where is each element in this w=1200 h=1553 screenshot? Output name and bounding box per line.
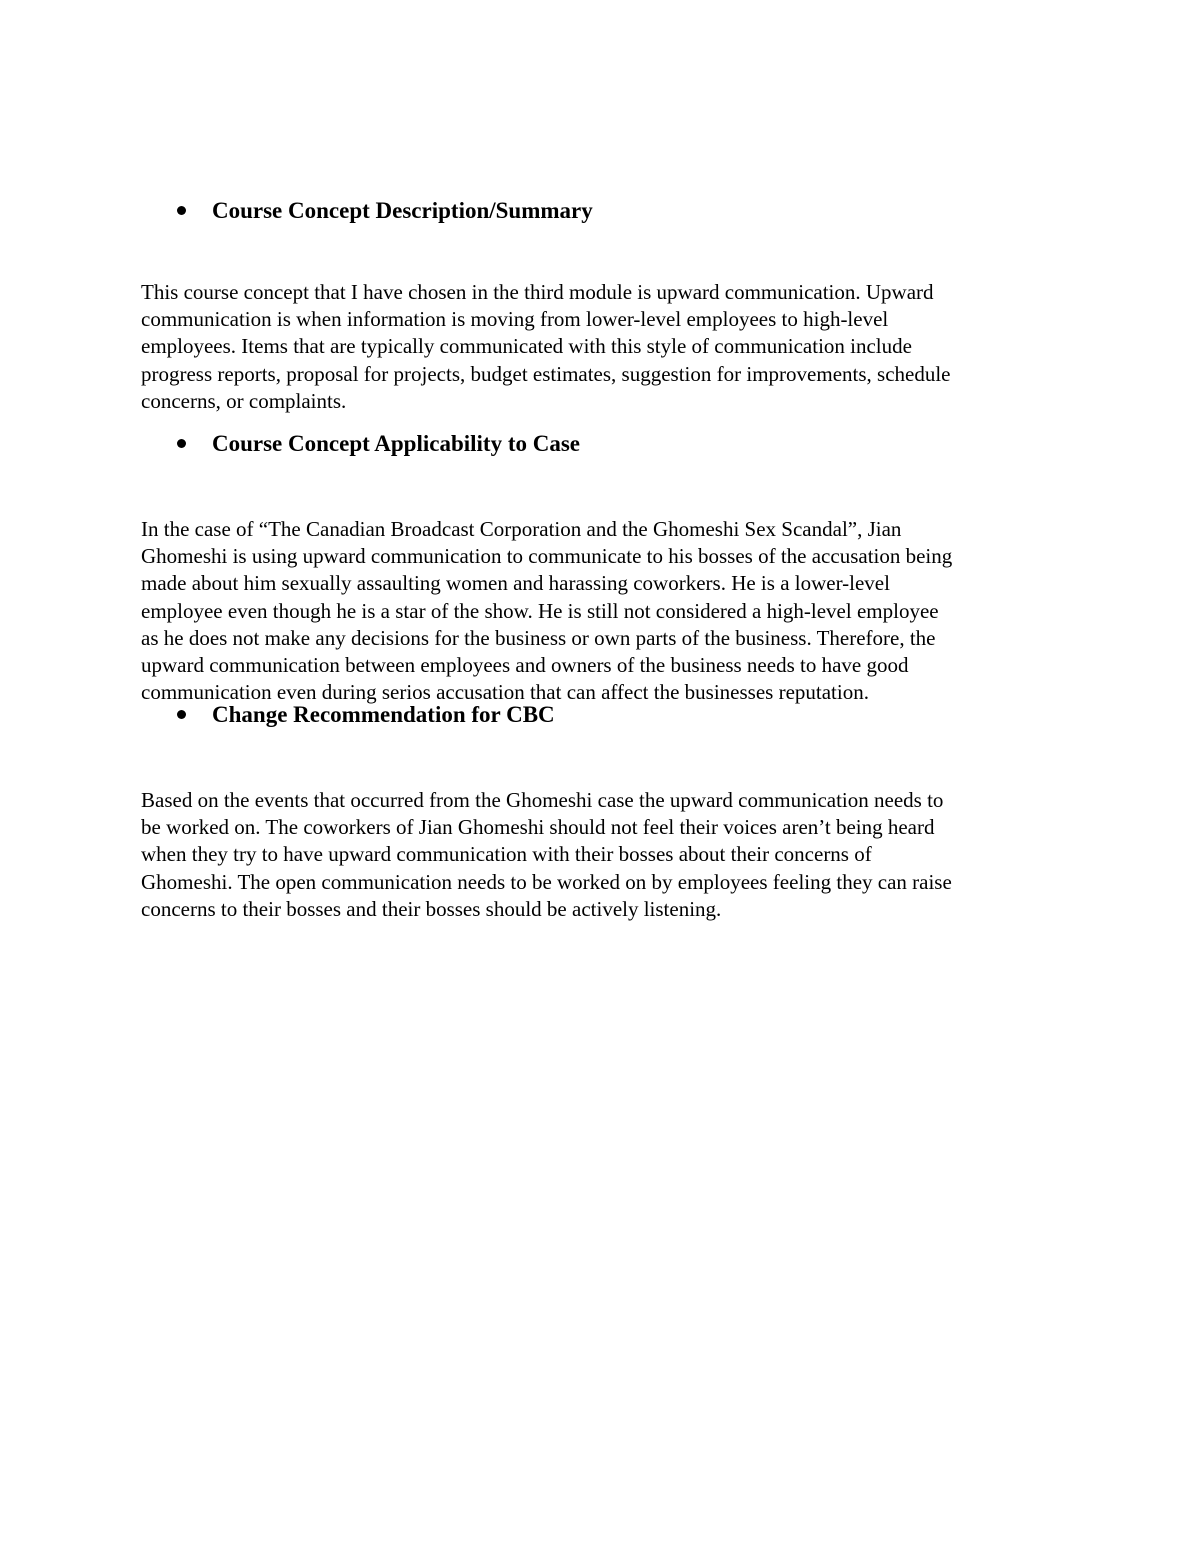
paragraph-line: employee even though he is a star of the show. He is still not considered a high-level employee xyxy=(141,598,939,623)
paragraph-line: concerns to their bosses and their bosses should be actively listening. xyxy=(141,896,722,921)
section-heading xyxy=(141,697,1071,733)
section-heading xyxy=(141,193,1071,229)
paragraph-line: In the case of “The Canadian Broadcast Corporation and the Ghomeshi Sex Scandal”, Jian xyxy=(141,517,902,541)
section-paragraph xyxy=(141,787,1071,923)
section-change-recommendation xyxy=(141,697,1071,923)
paragraph-line: communication is when information is moving from lower-level employees to high-level xyxy=(141,307,889,332)
heading-text: Change Recommendation for CBC xyxy=(212,702,555,727)
bullet-icon xyxy=(177,710,186,719)
paragraph-line: communication even during serios accusation that can affect the businesses reputation. xyxy=(141,680,869,705)
paragraph-line: This course concept that I have chosen in the third module is upward communication. Upward xyxy=(141,280,934,304)
paragraph-line: employees. Items that are typically communicated with this style of communication include xyxy=(141,334,912,359)
paragraph-line: Ghomeshi is using upward communication to communicate to his bosses of the accusation being xyxy=(141,544,953,569)
paragraph-line: made about him sexually assaulting women and harassing coworkers. He is a lower-level xyxy=(141,571,890,596)
section-concept-applicability xyxy=(141,426,1071,706)
bullet-icon xyxy=(177,439,186,448)
paragraph-line: be worked on. The coworkers of Jian Ghomeshi should not feel their voices aren’t being heard xyxy=(141,815,935,840)
paragraph-line: Based on the events that occurred from the Ghomeshi case the upward communication needs to xyxy=(141,788,944,812)
paragraph-line: concerns, or complaints. xyxy=(141,388,347,413)
section-concept-summary xyxy=(141,193,1071,415)
paragraph-line: Ghomeshi. The open communication needs to be worked on by employees feeling they can raise xyxy=(141,869,952,894)
paragraph-line: upward communication between employees and owners of the business needs to have good xyxy=(141,653,909,678)
heading-text: Course Concept Applicability to Case xyxy=(212,431,580,456)
bullet-icon xyxy=(177,206,186,215)
heading-text: Course Concept Description/Summary xyxy=(212,198,593,223)
section-paragraph xyxy=(141,279,1071,415)
paragraph-line: as he does not make any decisions for the business or own parts of the business. Therefore, the xyxy=(141,625,936,650)
section-paragraph xyxy=(141,516,1071,706)
paragraph-line: progress reports, proposal for projects, budget estimates, suggestion for improvements, schedule xyxy=(141,361,951,386)
paragraph-line: when they try to have upward communication with their bosses about their concerns of xyxy=(141,842,872,867)
section-heading xyxy=(141,426,1071,462)
